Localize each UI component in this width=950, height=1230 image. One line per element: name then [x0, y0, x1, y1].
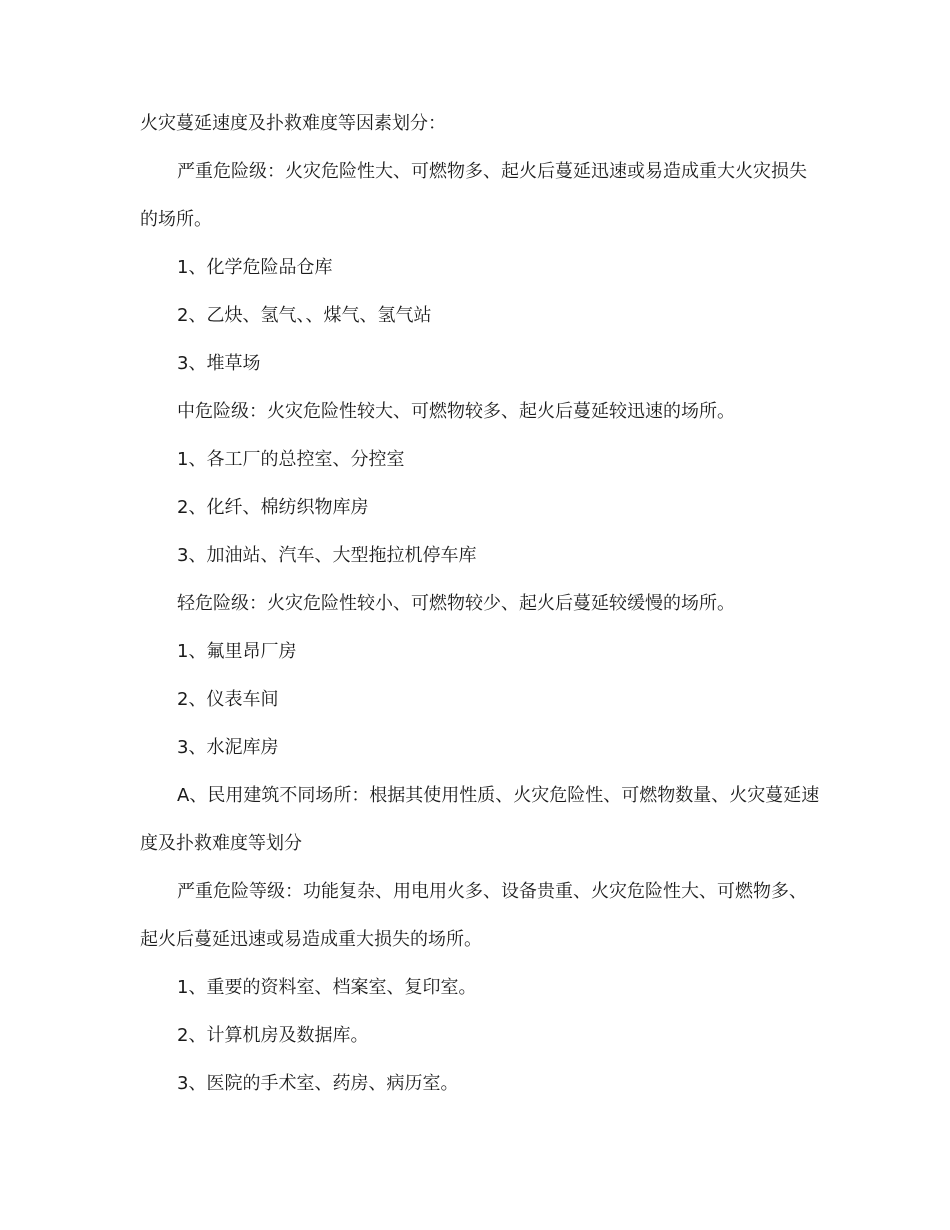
list-item: 3、加油站、汽车、大型拖拉机停车库: [177, 545, 477, 566]
paragraph: A、民用建筑不同场所：根据其使用性质、火灾危险性、可燃物数量、火灾蔓延速度及扑救难度等划分: [140, 785, 820, 854]
paragraph: 火灾蔓延速度及扑救难度等因素划分：: [140, 113, 446, 134]
document-body: [140, 100, 820, 1108]
paragraph: 中危险级：火灾危险性较大、可燃物较多、起火后蔓延较迅速的场所。: [177, 401, 735, 422]
list-item: 1、重要的资料室、档案室、复印室。: [177, 977, 477, 998]
list-item: 3、医院的手术室、药房、病历室。: [177, 1073, 459, 1094]
list-item: 1、各工厂的总控室、分控室: [177, 449, 405, 470]
list-item: 2、仪表车间: [177, 689, 279, 710]
list-item: 2、计算机房及数据库。: [177, 1025, 369, 1046]
list-item: 1、氟里昂厂房: [177, 641, 297, 662]
list-item: 3、水泥库房: [177, 737, 279, 758]
paragraph: 轻危险级：火灾危险性较小、可燃物较少、起火后蔓延较缓慢的场所。: [177, 593, 735, 614]
paragraph: 严重危险级：火灾危险性大、可燃物多、起火后蔓延迅速或易造成重大火灾损失的场所。: [140, 161, 807, 230]
paragraph: 严重危险等级：功能复杂、用电用火多、设备贵重、火灾危险性大、可燃物多、起火后蔓延迅速或易造成重大损失的场所。: [140, 881, 807, 950]
list-item: 2、乙炔、氢气、、煤气、氢气站: [177, 305, 432, 326]
list-item: 2、化纤、棉纺织物库房: [177, 497, 369, 518]
list-item: 1、化学危险品仓库: [177, 257, 333, 278]
list-item: 3、堆草场: [177, 353, 261, 374]
